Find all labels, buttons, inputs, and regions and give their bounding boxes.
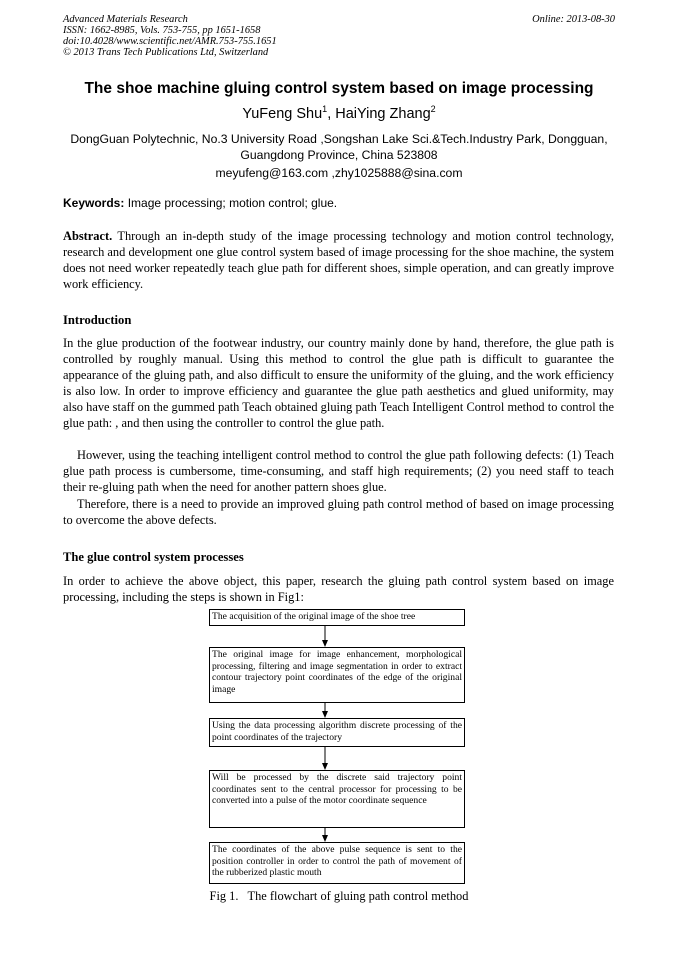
flowchart-arrow-2 — [322, 703, 328, 718]
flowchart-step-5: The coordinates of the above pulse sequence is sent to the position controller in order to control the path of movement of the rubberized plastic mouth — [209, 842, 465, 884]
keywords-text: Image processing; motion control; glue. — [124, 196, 338, 210]
processes-paragraph-1: In order to achieve the above object, this paper, research the gluing path control system based on image processing, including the steps is shown in Fig1: — [63, 574, 614, 604]
flowchart-step-1: The acquisition of the original image of the shoe tree — [209, 609, 465, 626]
figure-caption: Fig 1. The flowchart of gluing path control method — [209, 889, 469, 903]
introduction-heading: Introduction — [63, 313, 132, 327]
author-separator: , — [327, 105, 336, 122]
flowchart-arrow-3 — [322, 747, 328, 770]
flowchart-step-3: Using the data processing algorithm discrete processing of the point coordinates of the trajectory — [209, 718, 465, 747]
flowchart-arrow-1 — [322, 626, 328, 647]
keywords — [63, 196, 337, 210]
author-1-name: YuFeng Shu — [242, 105, 323, 122]
keywords-label: Keywords: — [63, 196, 125, 210]
introduction-paragraph-1: In the glue production of the footwear industry, our country mainly done by hand, therefore, the glue path is controlled by roughly manual. Using this method to control the glue path is difficult to guarantee the appearance of the gluing path, and also difficult to ensure the uniformity of the gluing, and the work efficiency is also low. In order to improve efficiency and guarantee the glue path aesthetics and glued uniformity, may also have staff on the gummed path Teach obtained gluing path Teach Intelligent Control method to control the glue path: , and then using the controller to control the glue path. — [63, 336, 614, 430]
author-2-name: HaiYing Zhang — [335, 105, 431, 122]
copyright-line: © 2013 Trans Tech Publications Ltd, Switzerland — [63, 47, 269, 58]
author-2-superscript: 2 — [430, 104, 436, 114]
flowchart-step-4: Will be processed by the discrete said trajectory point coordinates sent to the central processor for processing to be converted into a pulse of the motor coordinate sequence — [209, 770, 465, 828]
doi-line: doi:10.4028/www.scientific.net/AMR.753-755.1651 — [63, 36, 277, 47]
flowchart-arrow-4 — [322, 828, 328, 842]
online-date: Online: 2013-08-30 — [532, 14, 615, 25]
abstract — [63, 228, 614, 292]
paper-title: The shoe machine gluing control system based on image processing — [84, 80, 594, 97]
introduction-paragraph-2: However, using the teaching intelligent control method to control the glue path following defects: (1) Teach glue path process is cumbersome, time-consuming, and staff high requirements; (2) you need staff to teach their re-gluing path when the need for another pattern shoes glue. — [63, 448, 614, 494]
processes-heading: The glue control system processes — [63, 550, 244, 564]
flowchart-step-2: The original image for image enhancement, morphological processing, filtering and image segmentation in order to extract contour trajectory point coordinates of the edge of the original image — [209, 647, 465, 703]
journal-name: Advanced Materials Research — [63, 14, 188, 25]
author-line — [0, 104, 678, 122]
page-header — [63, 14, 615, 58]
introduction-paragraph-3: Therefore, there is a need to provide an improved gluing path control method of based on image processing to overcome the above defects. — [63, 497, 614, 527]
affiliation: DongGuan Polytechnic, No.3 University Road ,Songshan Lake Sci.&Tech.Industry Park, Dongguan, Guangdong Province, China 523808 — [70, 132, 608, 162]
abstract-label: Abstract. — [63, 229, 113, 243]
author-emails: meyufeng@163.com ,zhy1025888@sina.com — [215, 166, 463, 180]
abstract-text: Through an in-depth study of the image processing technology and motion control technology, research and development one glue control system based of image processing for the shoe machine, the system does not need worker repeatedly teach glue path for different shoes, simple operation, and can greatly improve work efficiency. — [63, 229, 614, 291]
issn-line: ISSN: 1662-8985, Vols. 753-755, pp 1651-1658 — [63, 25, 261, 36]
author-1-superscript: 1 — [322, 104, 328, 114]
